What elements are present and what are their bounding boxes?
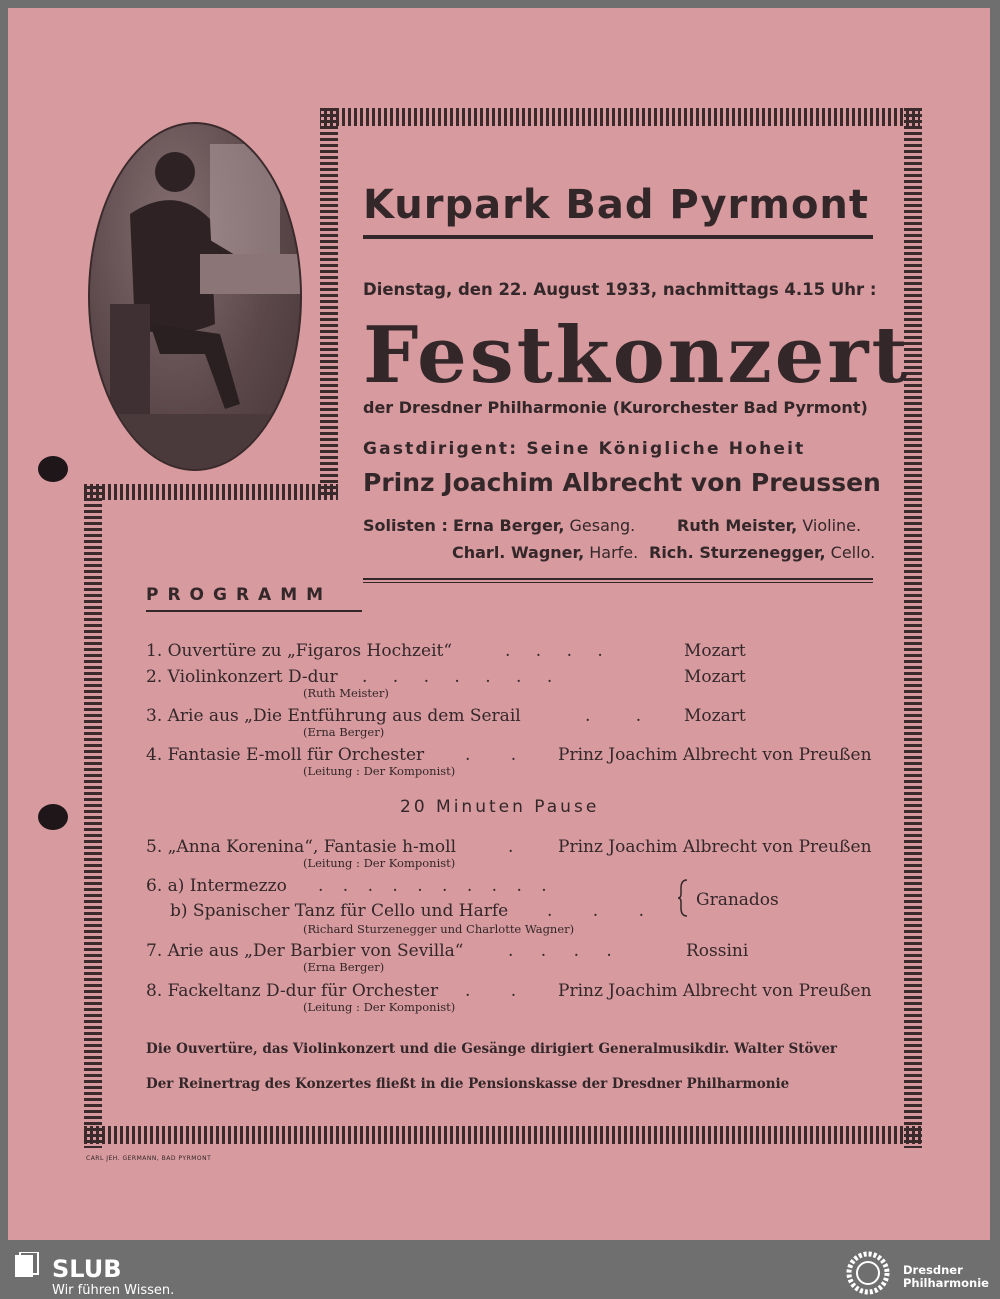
composer: Mozart xyxy=(684,667,746,687)
leader-dots: . . . . xyxy=(508,941,612,961)
program-item-7: 7. Arie aus „Der Barbier von Sevilla“ xyxy=(146,941,464,961)
program-item-1: 1. Ouvertüre zu „Figaros Hochzeit“ xyxy=(146,641,453,661)
leader-dots: . . . xyxy=(547,901,645,921)
slub-tagline: Wir führen Wissen. xyxy=(52,1283,175,1298)
soloist-name: Ruth Meister, xyxy=(677,516,798,535)
programm-heading: PROGRAMM xyxy=(146,585,333,605)
printer-imprint: CARL JEH. GERMANN, BAD PYRMONT xyxy=(86,1155,212,1162)
leader-dots: . . xyxy=(585,706,642,726)
soloist-name: Rich. Sturzenegger, xyxy=(649,543,826,562)
leader-dots: . . xyxy=(465,745,517,765)
heading-rule xyxy=(363,235,873,239)
performer-note: (Erna Berger) xyxy=(303,960,385,974)
conductor-note: Die Ouvertüre, das Violinkonzert und die Gesänge dirigiert Generalmusikdir. Walter Stöver xyxy=(146,1041,838,1057)
conductor-silhouette-icon xyxy=(90,124,300,469)
soloist-role: Cello. xyxy=(830,543,876,562)
soloist-name: Erna Berger, xyxy=(452,516,565,535)
program-item-6a: 6. a) Intermezzo xyxy=(146,876,287,896)
brace-icon xyxy=(677,878,691,918)
program-item-2: 2. Violinkonzert D-dur xyxy=(146,667,338,687)
composer: Prinz Joachim Albrecht von Preußen xyxy=(558,837,872,857)
program-item-8: 8. Fackeltanz D-dur für Orchester xyxy=(146,981,439,1001)
performer-note: (Richard Sturzenegger und Charlotte Wagner) xyxy=(303,922,575,936)
leader-dots: . . . . . . . xyxy=(362,667,553,687)
portrait-photo xyxy=(88,122,302,471)
soloist-name: Charl. Wagner, xyxy=(452,543,585,562)
leader-dots: . . . . . . . . . . xyxy=(318,876,547,896)
program-item-5: 5. „Anna Korenina“, Fantasie h-moll xyxy=(146,837,457,857)
composer: Prinz Joachim Albrecht von Preußen xyxy=(558,745,872,765)
composer: Mozart xyxy=(684,706,746,726)
performer-note: (Leitung : Der Komponist) xyxy=(303,1000,456,1014)
soloist-role: Violine. xyxy=(802,516,862,535)
program-item-6b: b) Spanischer Tanz für Cello und Harfe xyxy=(170,901,509,921)
performer-note: (Leitung : Der Komponist) xyxy=(303,764,456,778)
guest-conductor-label: Gastdirigent: Seine Königliche Hoheit xyxy=(363,439,806,459)
soloist-role: Gesang. xyxy=(569,516,636,535)
leader-dots: . xyxy=(508,837,514,857)
dresdner-philharmonie-label xyxy=(903,1264,989,1290)
dp-line-2: Philharmonie xyxy=(903,1276,989,1290)
soloist-sturzenegger xyxy=(649,543,875,562)
concert-title: Festkonzert xyxy=(363,310,911,401)
slub-name: SLUB xyxy=(52,1255,122,1283)
date-line: Dienstag, den 22. August 1933, nachmittags 4.15 Uhr : xyxy=(363,280,877,299)
composer: Rossini xyxy=(686,941,749,961)
slub-logo-icon xyxy=(12,1252,42,1282)
performer-note: (Erna Berger) xyxy=(303,725,385,739)
pause-line: 20 Minuten Pause xyxy=(400,797,600,817)
programm-rule xyxy=(146,610,362,612)
composer: Granados xyxy=(696,890,779,910)
leader-dots: . . . . xyxy=(505,641,603,661)
soloist-meister xyxy=(677,516,861,535)
soloists-rule xyxy=(363,578,873,580)
composer: Prinz Joachim Albrecht von Preußen xyxy=(558,981,872,1001)
soloists-rule-thin xyxy=(363,582,873,583)
soloist-role: Harfe. xyxy=(589,543,639,562)
leader-dots: . . xyxy=(465,981,517,1001)
proceeds-note: Der Reinertrag des Konzertes fließt in die Pensionskasse der Dresdner Philharmonie xyxy=(146,1076,790,1092)
program-item-4: 4. Fantasie E-moll für Orchester xyxy=(146,745,425,765)
orchestra-line: der Dresdner Philharmonie (Kurorchester Bad Pyrmont) xyxy=(363,398,868,417)
soloist-wagner xyxy=(452,543,638,562)
conductor-name: Prinz Joachim Albrecht von Preussen xyxy=(363,468,881,497)
dresdner-philharmonie-logo-icon xyxy=(842,1250,894,1296)
performer-note: (Leitung : Der Komponist) xyxy=(303,856,456,870)
program-item-3: 3. Arie aus „Die Entführung aus dem Serail xyxy=(146,706,521,726)
dp-line-1: Dresdner xyxy=(903,1263,963,1277)
venue-heading: Kurpark Bad Pyrmont xyxy=(363,182,870,228)
composer: Mozart xyxy=(684,641,746,661)
soloists-line-1 xyxy=(363,516,635,535)
soloists-label: Solisten : xyxy=(363,516,448,535)
performer-note: (Ruth Meister) xyxy=(303,686,389,700)
